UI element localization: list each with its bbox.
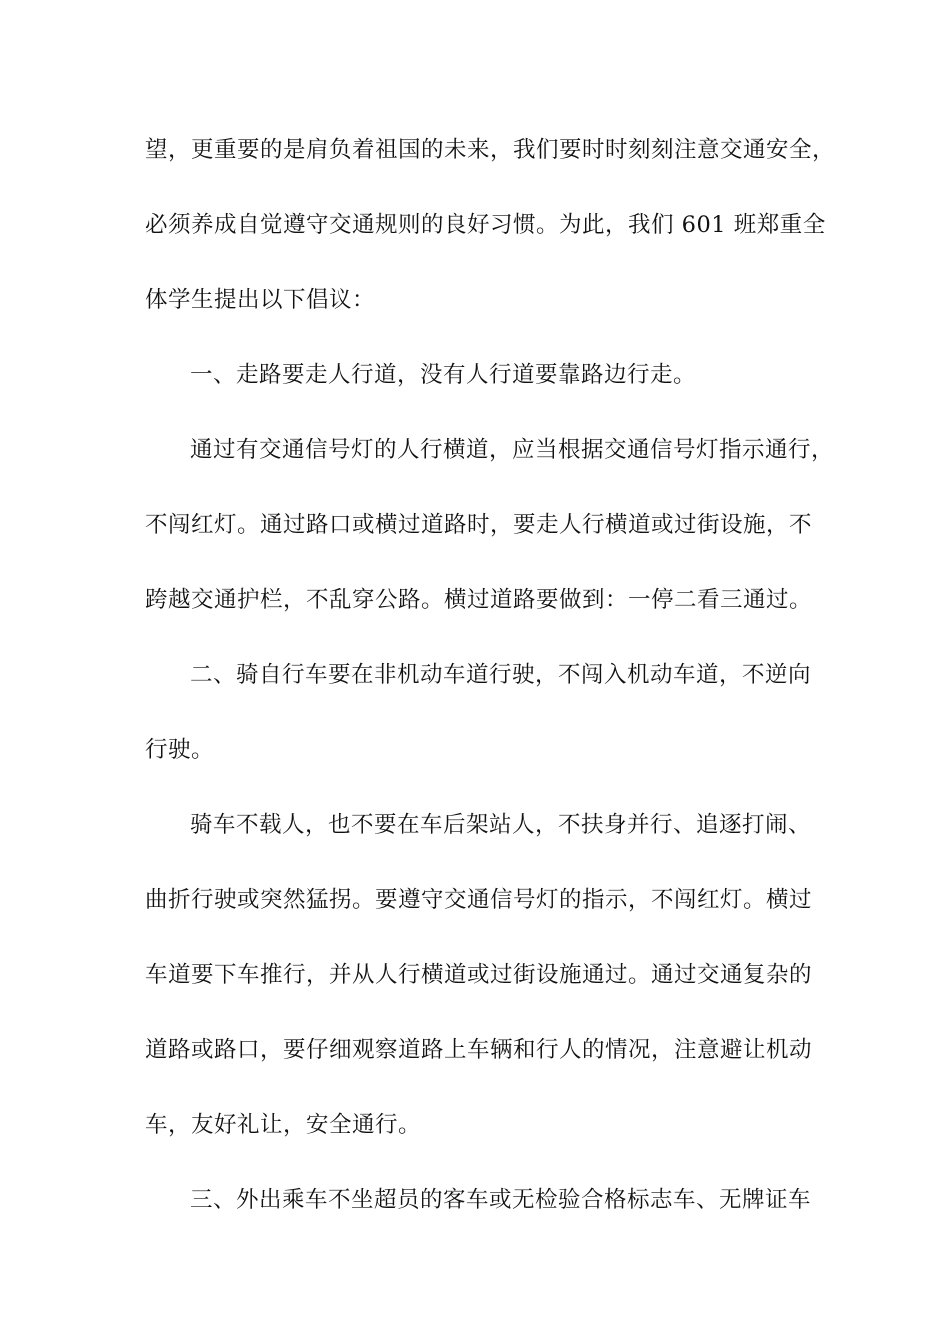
text-line: 不闯红灯。通过路口或横过道路时，要走人行横道或过街设施，不	[145, 512, 813, 538]
text-line: 车，友好礼让，安全通行。	[145, 1112, 422, 1138]
section-heading: 二、骑自行车要在非机动车道行驶，不闯入机动车道，不逆向	[190, 662, 812, 688]
text-line: 骑车不载人，也不要在车后架站人，不扶身并行、追逐打闹、	[190, 812, 812, 838]
text-line: 车道要下车推行，并从人行横道或过街设施通过。通过交通复杂的	[145, 962, 813, 988]
text-line: 必须养成自觉遵守交通规则的良好习惯。为此，我们 601 班郑重全	[145, 212, 826, 238]
text-line: 望，更重要的是肩负着祖国的未来，我们要时时刻刻注意交通安全，	[145, 137, 836, 163]
section-heading: 一、走路要走人行道，没有人行道要靠路边行走。	[190, 362, 697, 388]
text-line: 道路或路口，要仔细观察道路上车辆和行人的情况，注意避让机动	[145, 1037, 813, 1063]
text-line: 跨越交通护栏，不乱穿公路。横过道路要做到：一停二看三通过。	[145, 587, 813, 613]
text-line: 曲折行驶或突然猛拐。要遵守交通信号灯的指示，不闯红灯。横过	[145, 887, 813, 913]
text-line: 行驶。	[145, 737, 215, 763]
text-line: 体学生提出以下倡议：	[145, 287, 376, 313]
section-heading: 三、外出乘车不坐超员的客车或无检验合格标志车、无牌证车	[190, 1187, 812, 1213]
text-line: 通过有交通信号灯的人行横道，应当根据交通信号灯指示通行，	[190, 437, 835, 463]
